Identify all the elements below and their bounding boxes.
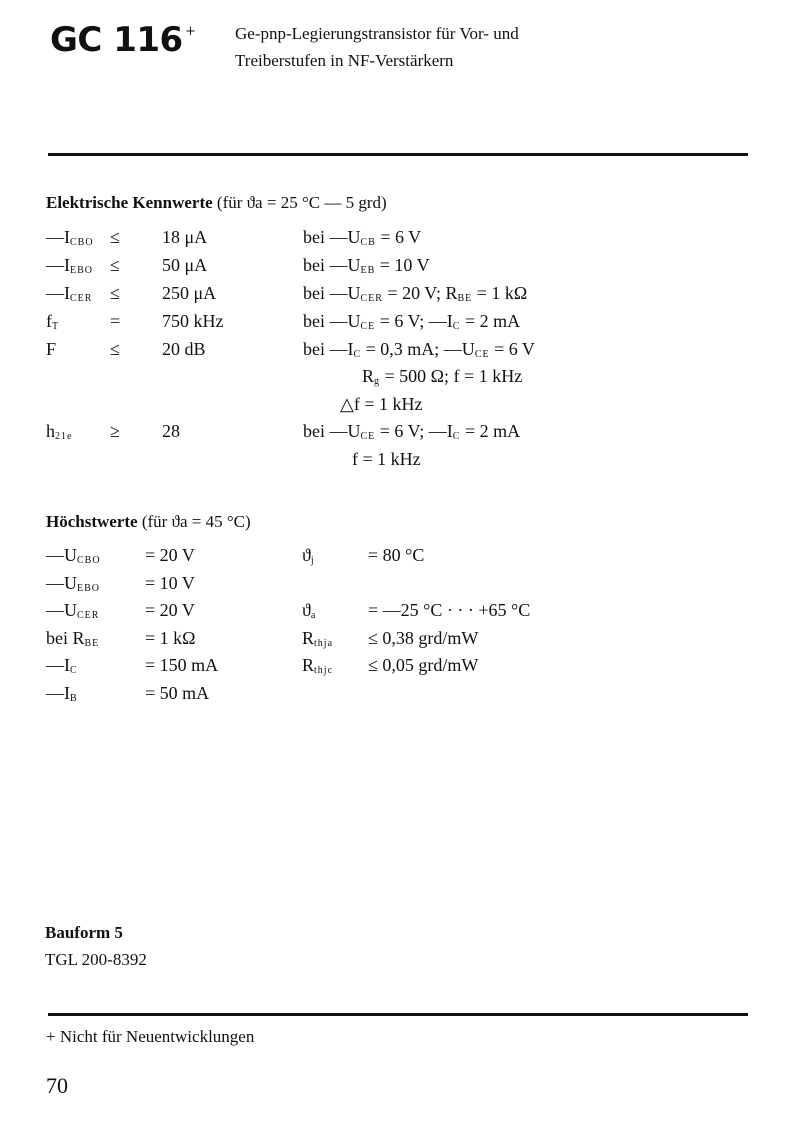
package-label: Bauform 5 [45, 923, 123, 942]
param-value [162, 227, 207, 248]
max-value-2-text: = —25 °C · · · +65 °C [368, 600, 531, 620]
condition-subscript: CB [360, 237, 376, 248]
param-name: F [46, 339, 57, 359]
param-value [162, 311, 224, 332]
param-subscript: 21e [55, 431, 73, 442]
maximum-heading-rest: (für ϑa = 45 °C) [141, 512, 251, 531]
max-param-name: —I [46, 683, 70, 703]
max-param-2-name: ϑ [302, 545, 311, 565]
max-value [145, 600, 195, 621]
relation: ≤ [110, 283, 120, 303]
max-param-2-subscript: thja [314, 638, 334, 649]
subtitle-line-2: Treiberstufen in NF-Verstärkern [235, 51, 454, 70]
condition-label: bei —U [303, 255, 361, 275]
max-param-subscript: BE [84, 638, 100, 649]
param-condition [303, 339, 535, 360]
electrical-heading-bold: Elektrische Kennwerte [46, 193, 213, 212]
param-symbol [46, 255, 93, 276]
condition-label: f [352, 449, 358, 469]
maximum-heading-bold: Höchstwerte [46, 512, 138, 531]
param-name: —I [46, 283, 70, 303]
condition-value: = 20 V; R [382, 283, 458, 303]
value: 50 μA [162, 255, 208, 275]
subtitle-line-1: Ge-pnp-Legierungstransistor für Vor- und [235, 24, 519, 43]
param-condition [303, 311, 520, 332]
max-param [46, 600, 99, 621]
condition-value: = 6 V; —I [375, 421, 453, 441]
max-value-2 [368, 545, 424, 566]
condition-value: = 1 kHz [359, 394, 423, 414]
electrical-heading-rest: (für ϑa = 25 °C — 5 grd) [216, 193, 387, 212]
param-name: —I [46, 255, 70, 275]
subtitle [235, 20, 519, 74]
relation: = [110, 311, 121, 331]
param-subscript: CER [70, 293, 93, 304]
value: 750 kHz [162, 311, 224, 331]
condition-value-2: = 2 mA [460, 421, 521, 441]
param-value [162, 255, 207, 276]
param-value [162, 339, 206, 360]
max-value [145, 683, 209, 704]
max-param-name: —U [46, 573, 77, 593]
condition-value-2: = 6 V [489, 339, 535, 359]
param-condition [303, 283, 527, 304]
condition-subscript-2: CE [474, 349, 490, 360]
param-name: h [46, 421, 55, 441]
max-param-2-subscript: a [310, 610, 317, 621]
value: 250 μA [162, 283, 217, 303]
max-value-2-text: ≤ 0,38 grd/mW [368, 628, 479, 648]
param-symbol [46, 283, 92, 304]
max-param [46, 683, 78, 704]
max-value [145, 628, 196, 649]
relation: ≤ [110, 227, 120, 247]
condition-subscript: CE [360, 321, 376, 332]
param-symbol [46, 311, 59, 332]
condition-label: bei —I [303, 339, 354, 359]
max-param [46, 545, 101, 566]
max-value-text: = 150 mA [145, 655, 219, 675]
value: 28 [162, 421, 180, 441]
condition-value: = 10 V [375, 255, 430, 275]
max-param-2-name: ϑ [302, 600, 311, 620]
param-relation [110, 283, 120, 304]
condition-subscript: CE [360, 431, 376, 442]
condition-value: = 0,3 mA; —U [361, 339, 475, 359]
param-value [162, 283, 216, 304]
max-param-2-subscript: j [310, 555, 315, 566]
condition-subscript-2: C [452, 321, 461, 332]
relation: ≥ [110, 421, 120, 441]
param-relation [110, 227, 120, 248]
param-symbol [46, 227, 94, 248]
condition-value: = 1 kHz [358, 449, 421, 469]
electrical-heading [46, 193, 387, 213]
max-param-name: —U [46, 600, 77, 620]
max-param-subscript: B [70, 693, 78, 704]
condition-label: bei —U [303, 283, 361, 303]
max-value-text: = 20 V [145, 600, 195, 620]
relation: ≤ [110, 255, 120, 275]
max-value-2-text: = 80 °C [368, 545, 425, 565]
max-param-2 [302, 600, 316, 621]
param-condition [303, 255, 430, 276]
package-standard: TGL 200-8392 [45, 950, 147, 969]
max-value-text: = 10 V [145, 573, 195, 593]
max-param-subscript: EBO [77, 583, 100, 594]
max-value [145, 655, 218, 676]
param-subscript: CBO [70, 237, 94, 248]
param-condition [303, 227, 421, 248]
condition-value: = 6 V; —I [375, 311, 453, 331]
max-value-2 [368, 628, 478, 649]
condition-subscript: CER [360, 293, 383, 304]
max-value [145, 545, 195, 566]
page-title: GC 116 [50, 20, 183, 60]
max-param-2 [302, 655, 333, 676]
value: 18 μA [162, 227, 208, 247]
max-param-name: bei R [46, 628, 85, 648]
max-param [46, 628, 99, 649]
bottom-divider [48, 1013, 748, 1016]
top-divider [48, 153, 748, 156]
condition-value-2: = 1 kΩ [472, 283, 528, 303]
condition-subscript: C [353, 349, 362, 360]
param-subscript: T [52, 321, 60, 332]
max-param-2-name: R [302, 655, 315, 675]
condition-subscript-2: BE [457, 293, 473, 304]
max-value-2-text: ≤ 0,05 grd/mW [368, 655, 479, 675]
max-param-2 [302, 628, 333, 649]
param-symbol [46, 421, 72, 442]
condition-label: △f [340, 394, 360, 414]
param-name: f [46, 311, 52, 331]
param-condition [352, 449, 421, 470]
condition-subscript: g [374, 376, 381, 387]
max-value-text: = 1 kΩ [145, 628, 196, 648]
max-param-2-name: R [302, 628, 315, 648]
max-param-name: —U [46, 545, 77, 565]
condition-label: R [362, 366, 375, 386]
max-param-2 [302, 545, 315, 566]
param-condition [362, 366, 522, 387]
max-param-2-subscript: thjc [314, 665, 334, 676]
condition-subscript: EB [360, 265, 376, 276]
param-name: —I [46, 227, 70, 247]
max-param-name: —I [46, 655, 70, 675]
max-param-subscript: CER [77, 610, 100, 621]
param-subscript: EBO [70, 265, 93, 276]
max-param-subscript: CBO [77, 555, 101, 566]
condition-subscript-2: C [452, 431, 461, 442]
max-value-text: = 50 mA [145, 683, 210, 703]
param-relation [110, 255, 120, 276]
max-param-subscript: C [70, 665, 78, 676]
footnote: + Nicht für Neuentwicklungen [46, 1027, 255, 1046]
param-symbol [46, 339, 56, 360]
max-value-text: = 20 V [145, 545, 195, 565]
condition-value-2: = 2 mA [460, 311, 521, 331]
condition-label: bei —U [303, 311, 361, 331]
param-condition [303, 421, 520, 442]
footnote-mark: + [185, 24, 196, 39]
param-relation [110, 421, 120, 442]
condition-value: = 500 Ω; f = 1 kHz [380, 366, 523, 386]
param-condition [340, 394, 422, 415]
relation: ≤ [110, 339, 120, 359]
param-relation [110, 311, 120, 332]
page-number: 70 [46, 1073, 68, 1098]
max-param [46, 655, 78, 676]
value: 20 dB [162, 339, 206, 359]
condition-label: bei —U [303, 421, 361, 441]
condition-label: bei —U [303, 227, 361, 247]
param-relation [110, 339, 120, 360]
maximum-heading [46, 512, 251, 532]
max-value [145, 573, 195, 594]
max-param [46, 573, 100, 594]
max-value-2 [368, 655, 478, 676]
max-value-2 [368, 600, 530, 621]
condition-value: = 6 V [375, 227, 422, 247]
param-value [162, 421, 180, 442]
